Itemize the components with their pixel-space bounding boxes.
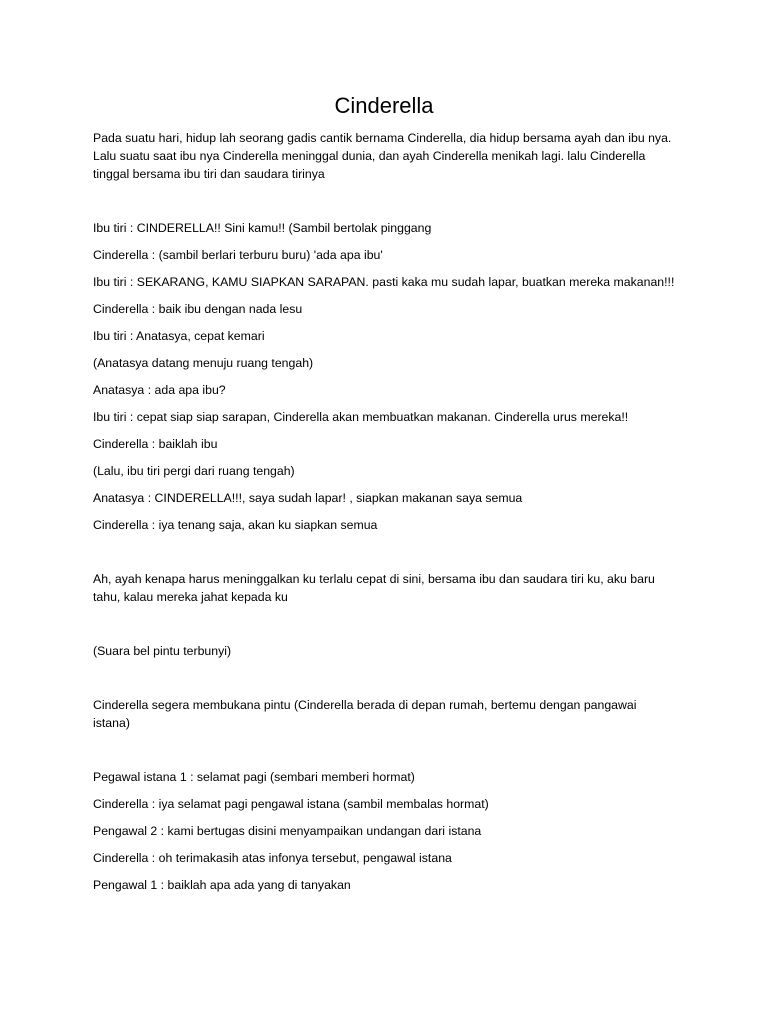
dialogue-line: Ibu tiri : cepat siap siap sarapan, Cinderella akan membuatkan makanan. Cinderella urus mereka!!	[93, 410, 629, 424]
monologue-paragraph: Ah, ayah kenapa harus meninggalkan ku terlalu cepat di sini, bersama ibu dan saudara tiri ku, aku baru tahu, kalau mereka jahat kepada ku	[93, 572, 655, 604]
dialogue-line: Pengawal 1 : baiklah apa ada yang di tanyakan	[93, 878, 351, 892]
dialogue-line: Cinderella : baik ibu dengan nada lesu	[93, 302, 303, 316]
dialogue-block-2	[93, 768, 675, 894]
dialogue-line: Cinderella : baiklah ibu	[93, 437, 218, 451]
dialogue-line: Pengawal 2 : kami bertugas disini menyampaikan undangan dari istana	[93, 824, 482, 838]
dialogue-line: Cinderella : iya selamat pagi pengawal istana (sambil membalas hormat)	[93, 797, 489, 811]
dialogue-line: (Lalu, ibu tiri pergi dari ruang tengah)	[93, 464, 295, 478]
dialogue-line: Anatasya : CINDERELLA!!!, saya sudah lapar! , siapkan makanan saya semua	[93, 491, 523, 505]
dialogue-block-1	[93, 219, 675, 534]
stage-direction-paragraph: Cinderella segera membukana pintu (Cinderella berada di depan rumah, bertemu dengan pangawai istana)	[93, 698, 637, 730]
stage-direction: (Suara bel pintu terbunyi)	[93, 644, 232, 658]
dialogue-line: Ibu tiri : SEKARANG, KAMU SIAPKAN SARAPAN. pasti kaka mu sudah lapar, buatkan mereka makanan!!!	[93, 275, 675, 289]
dialogue-line: Pegawal istana 1 : selamat pagi (sembari memberi hormat)	[93, 770, 415, 784]
document-title: Cinderella	[334, 93, 434, 118]
dialogue-line: Ibu tiri : Anatasya, cepat kemari	[93, 329, 265, 343]
dialogue-line: Cinderella : iya tenang saja, akan ku siapkan semua	[93, 518, 378, 532]
dialogue-line: (Anatasya datang menuju ruang tengah)	[93, 356, 314, 370]
dialogue-line: Cinderella : oh terimakasih atas infonya tersebut, pengawal istana	[93, 851, 452, 865]
dialogue-line: Cinderella : (sambil berlari terburu buru) 'ada apa ibu'	[93, 248, 383, 262]
dialogue-line: Anatasya : ada apa ibu?	[93, 383, 226, 397]
dialogue-line: Ibu tiri : CINDERELLA!! Sini kamu!! (Sambil bertolak pinggang	[93, 221, 432, 235]
intro-paragraph: Pada suatu hari, hidup lah seorang gadis cantik bernama Cinderella, dia hidup bersama ayah dan ibu nya. Lalu suatu saat ibu nya Cinderella meninggal dunia, dan ayah Cinderella menikah lagi. lalu Cinderella tinggal bersama ibu tiri dan saudara tirinya	[93, 131, 672, 181]
